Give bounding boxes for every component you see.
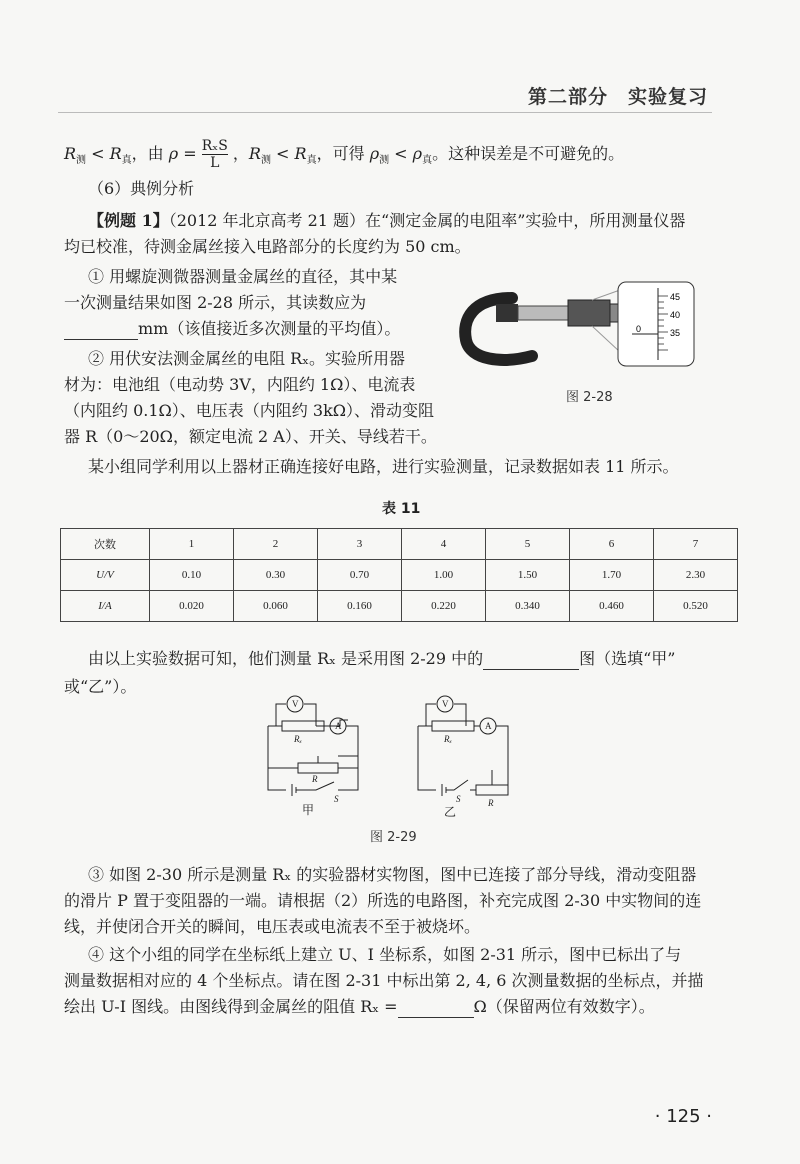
- q2-line4: 器 R（0～20Ω，额定电流 2 A）、开关、导线若干。: [64, 427, 437, 446]
- formula-line: $R_测 < R_真$，由 ρ = RₓS L ，$R_测 < R_真$，可得 $\rho_测 < \rho_真$。这种误差是不可避免的。: [64, 138, 625, 171]
- table-header-cell: 3: [318, 529, 402, 560]
- table-cell: 0.70: [318, 560, 402, 591]
- q1-line3: [64, 318, 400, 340]
- table-cell: 0.30: [234, 560, 318, 591]
- answer-blank-2[interactable]: [483, 653, 579, 670]
- figure-2-29-caption: 图 2-29: [370, 830, 417, 845]
- table-cell: 0.160: [318, 591, 402, 622]
- q2b-line1: [88, 648, 676, 670]
- scale-45: 45: [670, 292, 681, 302]
- s-label-right: S: [456, 794, 461, 804]
- ammeter-label-left: A: [335, 721, 342, 731]
- scale-zero: 0: [636, 324, 642, 334]
- table-cell: 0.220: [402, 591, 486, 622]
- q4-line3-text: 绘出 U-I 图线。由图线得到金属丝的阻值 Rₓ =: [64, 997, 398, 1016]
- table-cell: 1.00: [402, 560, 486, 591]
- table-row-current: [61, 591, 738, 622]
- table-header-cell: 2: [234, 529, 318, 560]
- page-number: · 125 ·: [654, 1106, 712, 1127]
- table-cell: 1.50: [486, 560, 570, 591]
- q4-line2: 测量数据相对应的 4 个坐标点。请在图 2-31 中标出第 2, 4, 6 次测量数据的坐标点，并描: [64, 971, 704, 990]
- table-header-cell: 次数: [61, 529, 150, 560]
- q3-line2: 的滑片 P 置于变阻器的一端。请根据（2）所选的电路图，补充完成图 2-30 中实物间的连: [64, 891, 702, 910]
- circuit-right-label: 乙: [444, 805, 457, 819]
- r-label-right: R: [488, 798, 494, 808]
- circuit-left-label: 甲: [302, 803, 315, 817]
- slider-resistor-left: [298, 763, 338, 773]
- r-label-left: R: [312, 774, 318, 784]
- zoom-line-b: [592, 326, 620, 352]
- q3-line3: 线，并使闭合开关的瞬间，电压表或电流表不至于被烧坏。: [64, 917, 481, 936]
- example-line1: [88, 210, 685, 232]
- data-table: [60, 528, 738, 622]
- section-heading: （6）典例分析: [88, 179, 195, 198]
- circuit-right: [418, 696, 508, 796]
- table-cell: 1.70: [570, 560, 654, 591]
- table-header-cell: 5: [486, 529, 570, 560]
- rx-label-right: Rₓ: [444, 734, 453, 744]
- answer-blank-3[interactable]: [398, 1001, 474, 1018]
- q1-line1: ① 用螺旋测微器测量金属丝的直径，其中某: [88, 267, 398, 286]
- scale-35: 35: [670, 328, 681, 338]
- q2-line5: 某小组同学利用以上器材正确连接好电路，进行实验测量，记录数据如表 11 所示。: [88, 457, 679, 476]
- slider-resistor-right: [476, 785, 508, 795]
- s-label-left: S: [334, 794, 339, 804]
- table-header-row: [61, 529, 738, 560]
- table-header-cell: 6: [570, 529, 654, 560]
- q1-line2: 一次测量结果如图 2-28 所示，其读数应为: [64, 293, 367, 312]
- rx-resistor-right: [432, 721, 474, 731]
- q1-line3-text: mm（该值接近多次测量的平均值）。: [138, 319, 401, 338]
- rho-numerator: RₓS: [201, 138, 228, 154]
- table-cell: 0.460: [570, 591, 654, 622]
- data-table-wrap: [60, 528, 738, 622]
- header-rule: [58, 112, 712, 113]
- table-cell: 0.020: [150, 591, 234, 622]
- table-header-cell: 1: [150, 529, 234, 560]
- formula-trailing: 这种误差是不可避免的。: [448, 144, 625, 163]
- scale-40: 40: [670, 310, 681, 320]
- table-row-voltage: [61, 560, 738, 591]
- rx-label-left: Rₓ: [294, 734, 303, 744]
- rho-denominator: L: [210, 155, 220, 171]
- voltmeter-label-right: V: [442, 699, 449, 709]
- q3-line1: ③ 如图 2-30 所示是测量 Rₓ 的实验器材实物图，图中已连接了部分导线，滑动变阻器: [88, 865, 697, 884]
- micrometer-thimble: [568, 300, 610, 326]
- micrometer-figure: [452, 270, 732, 370]
- q2b-line1-tail: 图（选填“甲”: [579, 649, 676, 668]
- q4-line1: ④ 这个小组的同学在坐标纸上建立 U、I 坐标系，如图 2-31 所示，图中已标出了与: [88, 945, 682, 964]
- q2b-line2: 或“乙”）。: [64, 677, 137, 696]
- table-title: 表 11: [382, 501, 421, 517]
- answer-blank-1[interactable]: [64, 323, 138, 340]
- running-header: 第二部分 实验复习: [527, 86, 708, 108]
- table-cell: 0.340: [486, 591, 570, 622]
- q4-line3: [64, 996, 655, 1018]
- example-line2: 均已校准，待测金属丝接入电路部分的长度约为 50 cm。: [64, 237, 471, 256]
- table-cell: 0.10: [150, 560, 234, 591]
- table-cell: 2.30: [654, 560, 738, 591]
- q2b-line1-text: 由以上实验数据可知，他们测量 Rₓ 是采用图 2-29 中的: [88, 649, 484, 668]
- zoom-line-a: [592, 290, 620, 300]
- example-tag: 【例题 1】: [88, 211, 169, 230]
- micrometer-anvil: [496, 304, 518, 322]
- table-header-cell: 7: [654, 529, 738, 560]
- q2-line3: （内阻约 0.1Ω）、电压表（内阻约 3kΩ）、滑动变阻: [64, 401, 435, 420]
- q2-line2: 材为：电池组（电动势 3V，内阻约 1Ω）、电流表: [64, 375, 416, 394]
- ammeter-label-right: A: [485, 721, 492, 731]
- circuit-figure: [256, 690, 536, 820]
- table-cell: 0.060: [234, 591, 318, 622]
- example-text1: （2012 年北京高考 21 题）在“测定金属的电阻率”实验中，所用测量仪器: [168, 211, 686, 230]
- micrometer-sleeve: [518, 306, 568, 320]
- table-cell: U/V: [61, 560, 150, 591]
- table-cell: 0.520: [654, 591, 738, 622]
- q2-line1: ② 用伏安法测金属丝的电阻 Rₓ。实验所用器: [88, 349, 406, 368]
- figure-2-28-caption: 图 2-28: [566, 390, 613, 405]
- q4-line3-tail: Ω（保留两位有效数字）。: [473, 997, 655, 1016]
- zoom-box: [618, 282, 694, 366]
- table-header-cell: 4: [402, 529, 486, 560]
- table-cell: I/A: [61, 591, 150, 622]
- voltmeter-label-left: V: [292, 699, 299, 709]
